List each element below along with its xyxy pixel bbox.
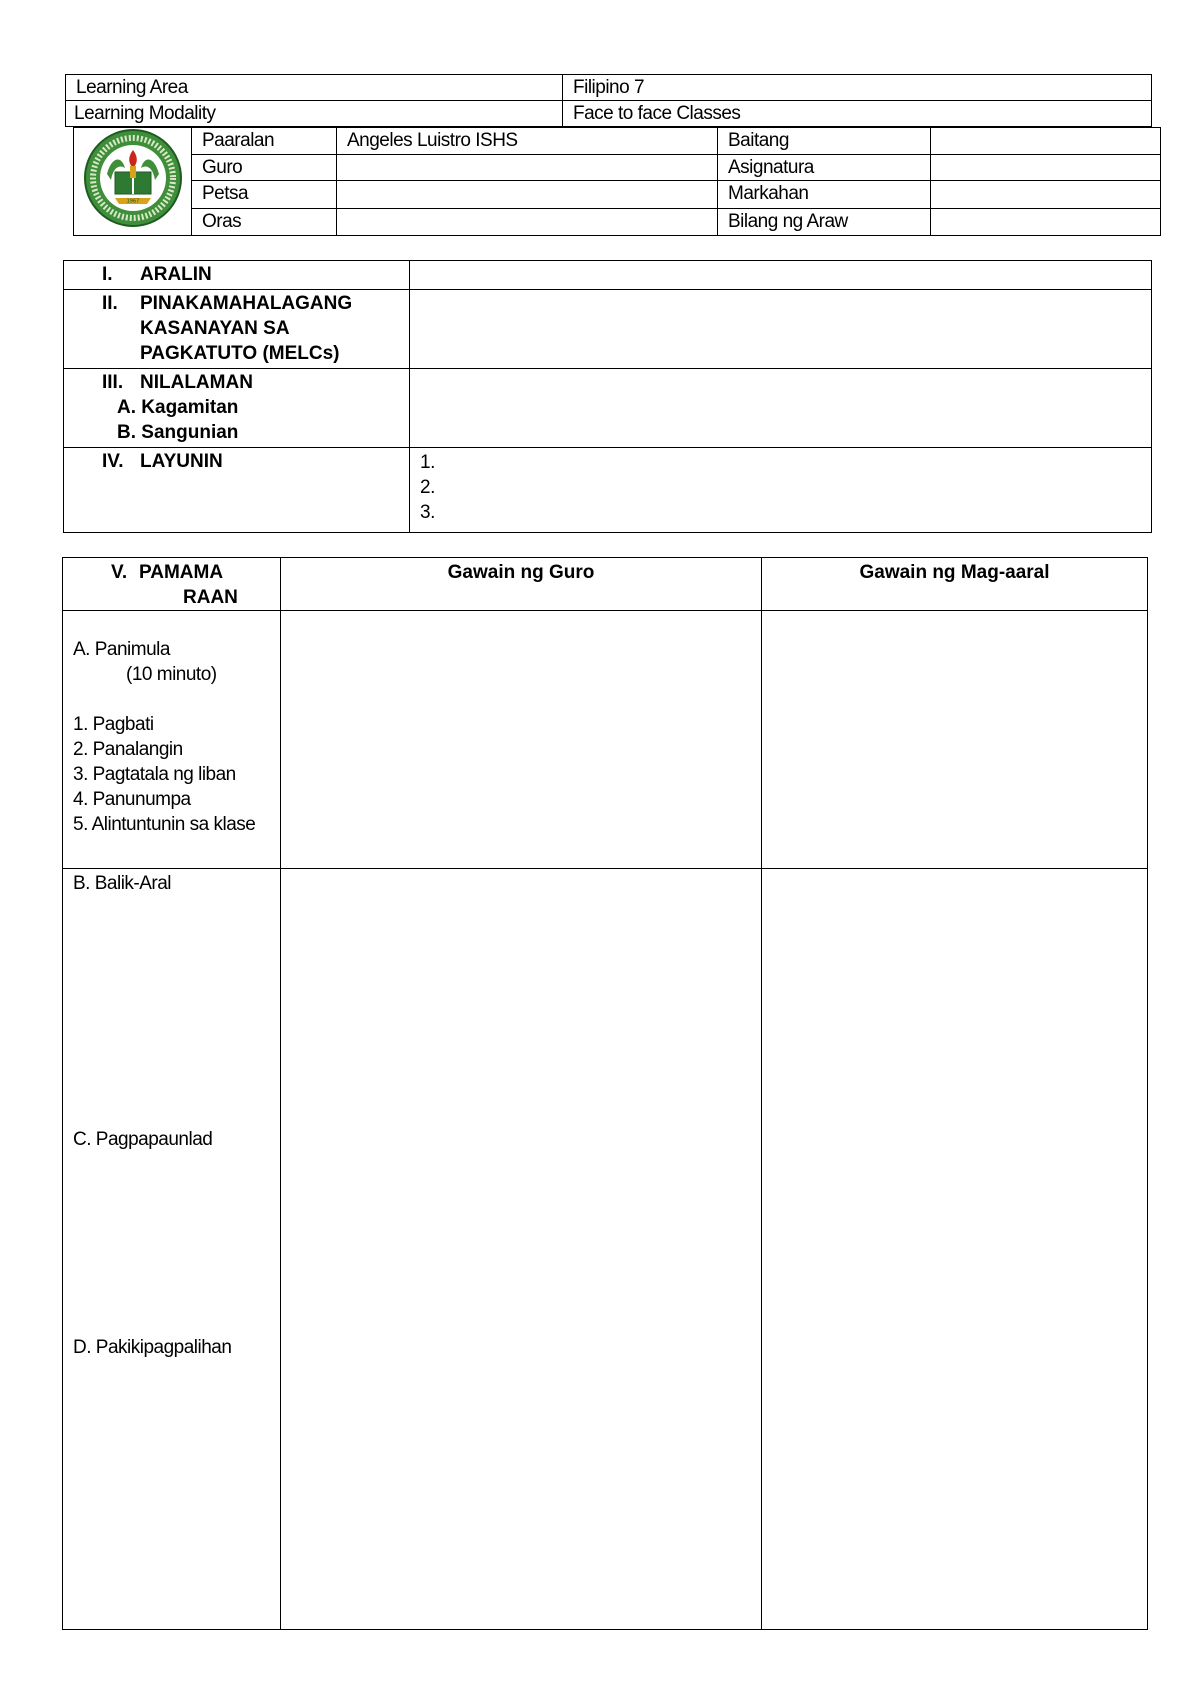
section-title-line: PINAKAMAHALAGANG [140,293,353,314]
section-melcs [64,290,410,369]
guro-value [337,154,718,181]
section-title: ARALIN [140,264,212,285]
section-nilalaman [64,369,410,448]
paaralan-value: Angeles Luistro ISHS [337,128,718,155]
student-activities-header: Gawain ng Mag-aaral [762,558,1148,611]
markahan-value [931,181,1161,209]
teacher-panimula-cell [281,611,762,869]
objective-item: 2. [420,477,435,498]
phases-cell [63,869,281,1630]
markahan-label: Markahan [718,181,931,209]
list-item: 3. Pagtatala ng liban [73,764,236,785]
aralin-content [410,261,1152,290]
guro-label: Guro [192,154,337,181]
section-title-line: KASANAYAN SA [140,318,290,339]
section-aralin [64,261,410,290]
section-num: IV. [102,451,124,472]
section-title-line: PAMAMA [139,562,224,583]
section-num: III. [102,372,124,393]
objective-item: 3. [420,502,435,523]
oras-value [337,209,718,236]
panimula-title: A. Panimula [73,639,170,660]
nilalaman-content [410,369,1152,448]
panimula-cell [63,611,281,869]
list-item: 5. Alintuntunin sa klase [73,814,256,835]
layunin-content [410,448,1152,533]
pagpapaunlad-label: C. Pagpapaunlad [73,1129,213,1150]
school-info-table [73,127,1161,236]
learning-area-label: Learning Area [66,75,563,101]
procedure-table [62,557,1148,1630]
student-phases-cell [762,869,1148,1630]
list-item: 4. Panunumpa [73,789,191,810]
teacher-phases-cell [281,869,762,1630]
section-title: LAYUNIN [140,451,223,472]
list-item: 2. Panalangin [73,739,183,760]
paaralan-label: Paaralan [192,128,337,155]
lesson-table [63,260,1152,533]
panimula-time: (10 minuto) [126,664,217,685]
bilang-value [931,209,1161,236]
balik-aral-label: B. Balik-Aral [73,873,172,894]
section-layunin [64,448,410,533]
sub-item-sangunian: B. Sangunian [117,422,239,443]
asignatura-label: Asignatura [718,154,931,181]
bilang-label: Bilang ng Araw [718,209,931,236]
school-logo [74,128,192,236]
melcs-content [410,290,1152,369]
list-item: 1. Pagbati [73,714,154,735]
petsa-value [337,181,718,209]
section-title-line: PAGKATUTO (MELCs) [140,343,340,364]
svg-text:1967: 1967 [126,198,139,205]
sub-item-kagamitan: A. Kagamitan [117,397,239,418]
baitang-value [931,128,1161,155]
section-num: V. [111,562,128,583]
oras-label: Oras [192,209,337,236]
section-title: NILALAMAN [140,372,253,393]
student-panimula-cell [762,611,1148,869]
petsa-label: Petsa [192,181,337,209]
header-table [65,74,1152,127]
procedure-title [63,558,281,611]
asignatura-value [931,154,1161,181]
baitang-label: Baitang [718,128,931,155]
section-num: II. [102,293,118,314]
objective-item: 1. [420,452,435,473]
section-num: I. [102,264,113,285]
school-seal-icon [81,128,185,228]
learning-modality-value: Face to face Classes [563,101,1152,127]
teacher-activities-header: Gawain ng Guro [281,558,762,611]
pakikipagpalihan-label: D. Pakikipagpalihan [73,1337,232,1358]
section-title-line: RAAN [183,587,238,608]
learning-modality-label: Learning Modality [66,101,563,127]
learning-area-value: Filipino 7 [563,75,1152,101]
